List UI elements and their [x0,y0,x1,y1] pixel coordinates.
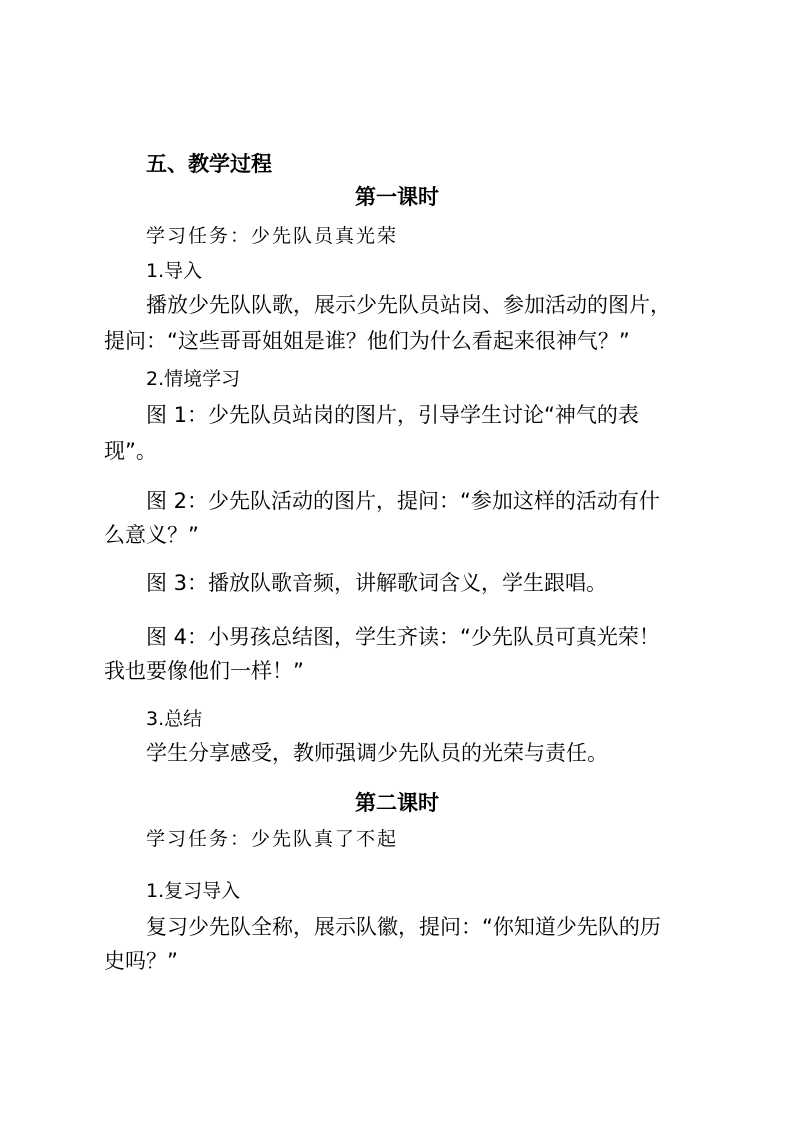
lesson1-title: 第一课时 [355,185,439,209]
lesson2-task: 学习任务：少先队真了不起 [146,828,399,850]
lesson2-step1-line1: 复习少先队全称，展示队徽，提问：“你知道少先队的历 [146,915,661,939]
lesson1-step1-heading: 1.导入 [146,260,203,282]
lesson1-fig2-line2: 么意义？” [104,523,199,547]
lesson1-fig4-line1: 图 4：小男孩总结图，学生齐读：“少先队员可真光荣！ [146,625,660,649]
lesson2-step1-line2: 史吗？” [104,949,178,973]
lesson1-fig3-line1: 图 3：播放队歌音频，讲解歌词含义，学生跟唱。 [146,571,608,595]
lesson1-step1-line2: 提问：“这些哥哥姐姐是谁？他们为什么看起来很神气？” [104,329,630,353]
section-heading: 五、教学过程 [146,152,272,176]
lesson2-step1-heading: 1.复习导入 [146,880,241,902]
lesson1-fig1-line1: 图 1：少先队员站岗的图片，引导学生讨论“神气的表 [146,403,639,427]
lesson1-step3-heading: 3.总结 [146,708,203,730]
lesson1-fig1-line2: 现”。 [104,439,157,463]
lesson1-task: 学习任务：少先队员真光荣 [146,225,399,247]
lesson1-step2-heading: 2.情境学习 [146,368,241,390]
lesson1-fig4-line2: 我也要像他们一样！” [104,659,304,683]
lesson1-step1-line1: 播放少先队队歌，展示少先队员站岗、参加活动的图片， [146,293,671,317]
lesson2-title: 第二课时 [355,791,439,815]
lesson1-step3-line1: 学生分享感受，教师强调少先队员的光荣与责任。 [146,741,608,765]
lesson1-fig2-line1: 图 2：少先队活动的图片，提问：“参加这样的活动有什 [146,489,660,513]
